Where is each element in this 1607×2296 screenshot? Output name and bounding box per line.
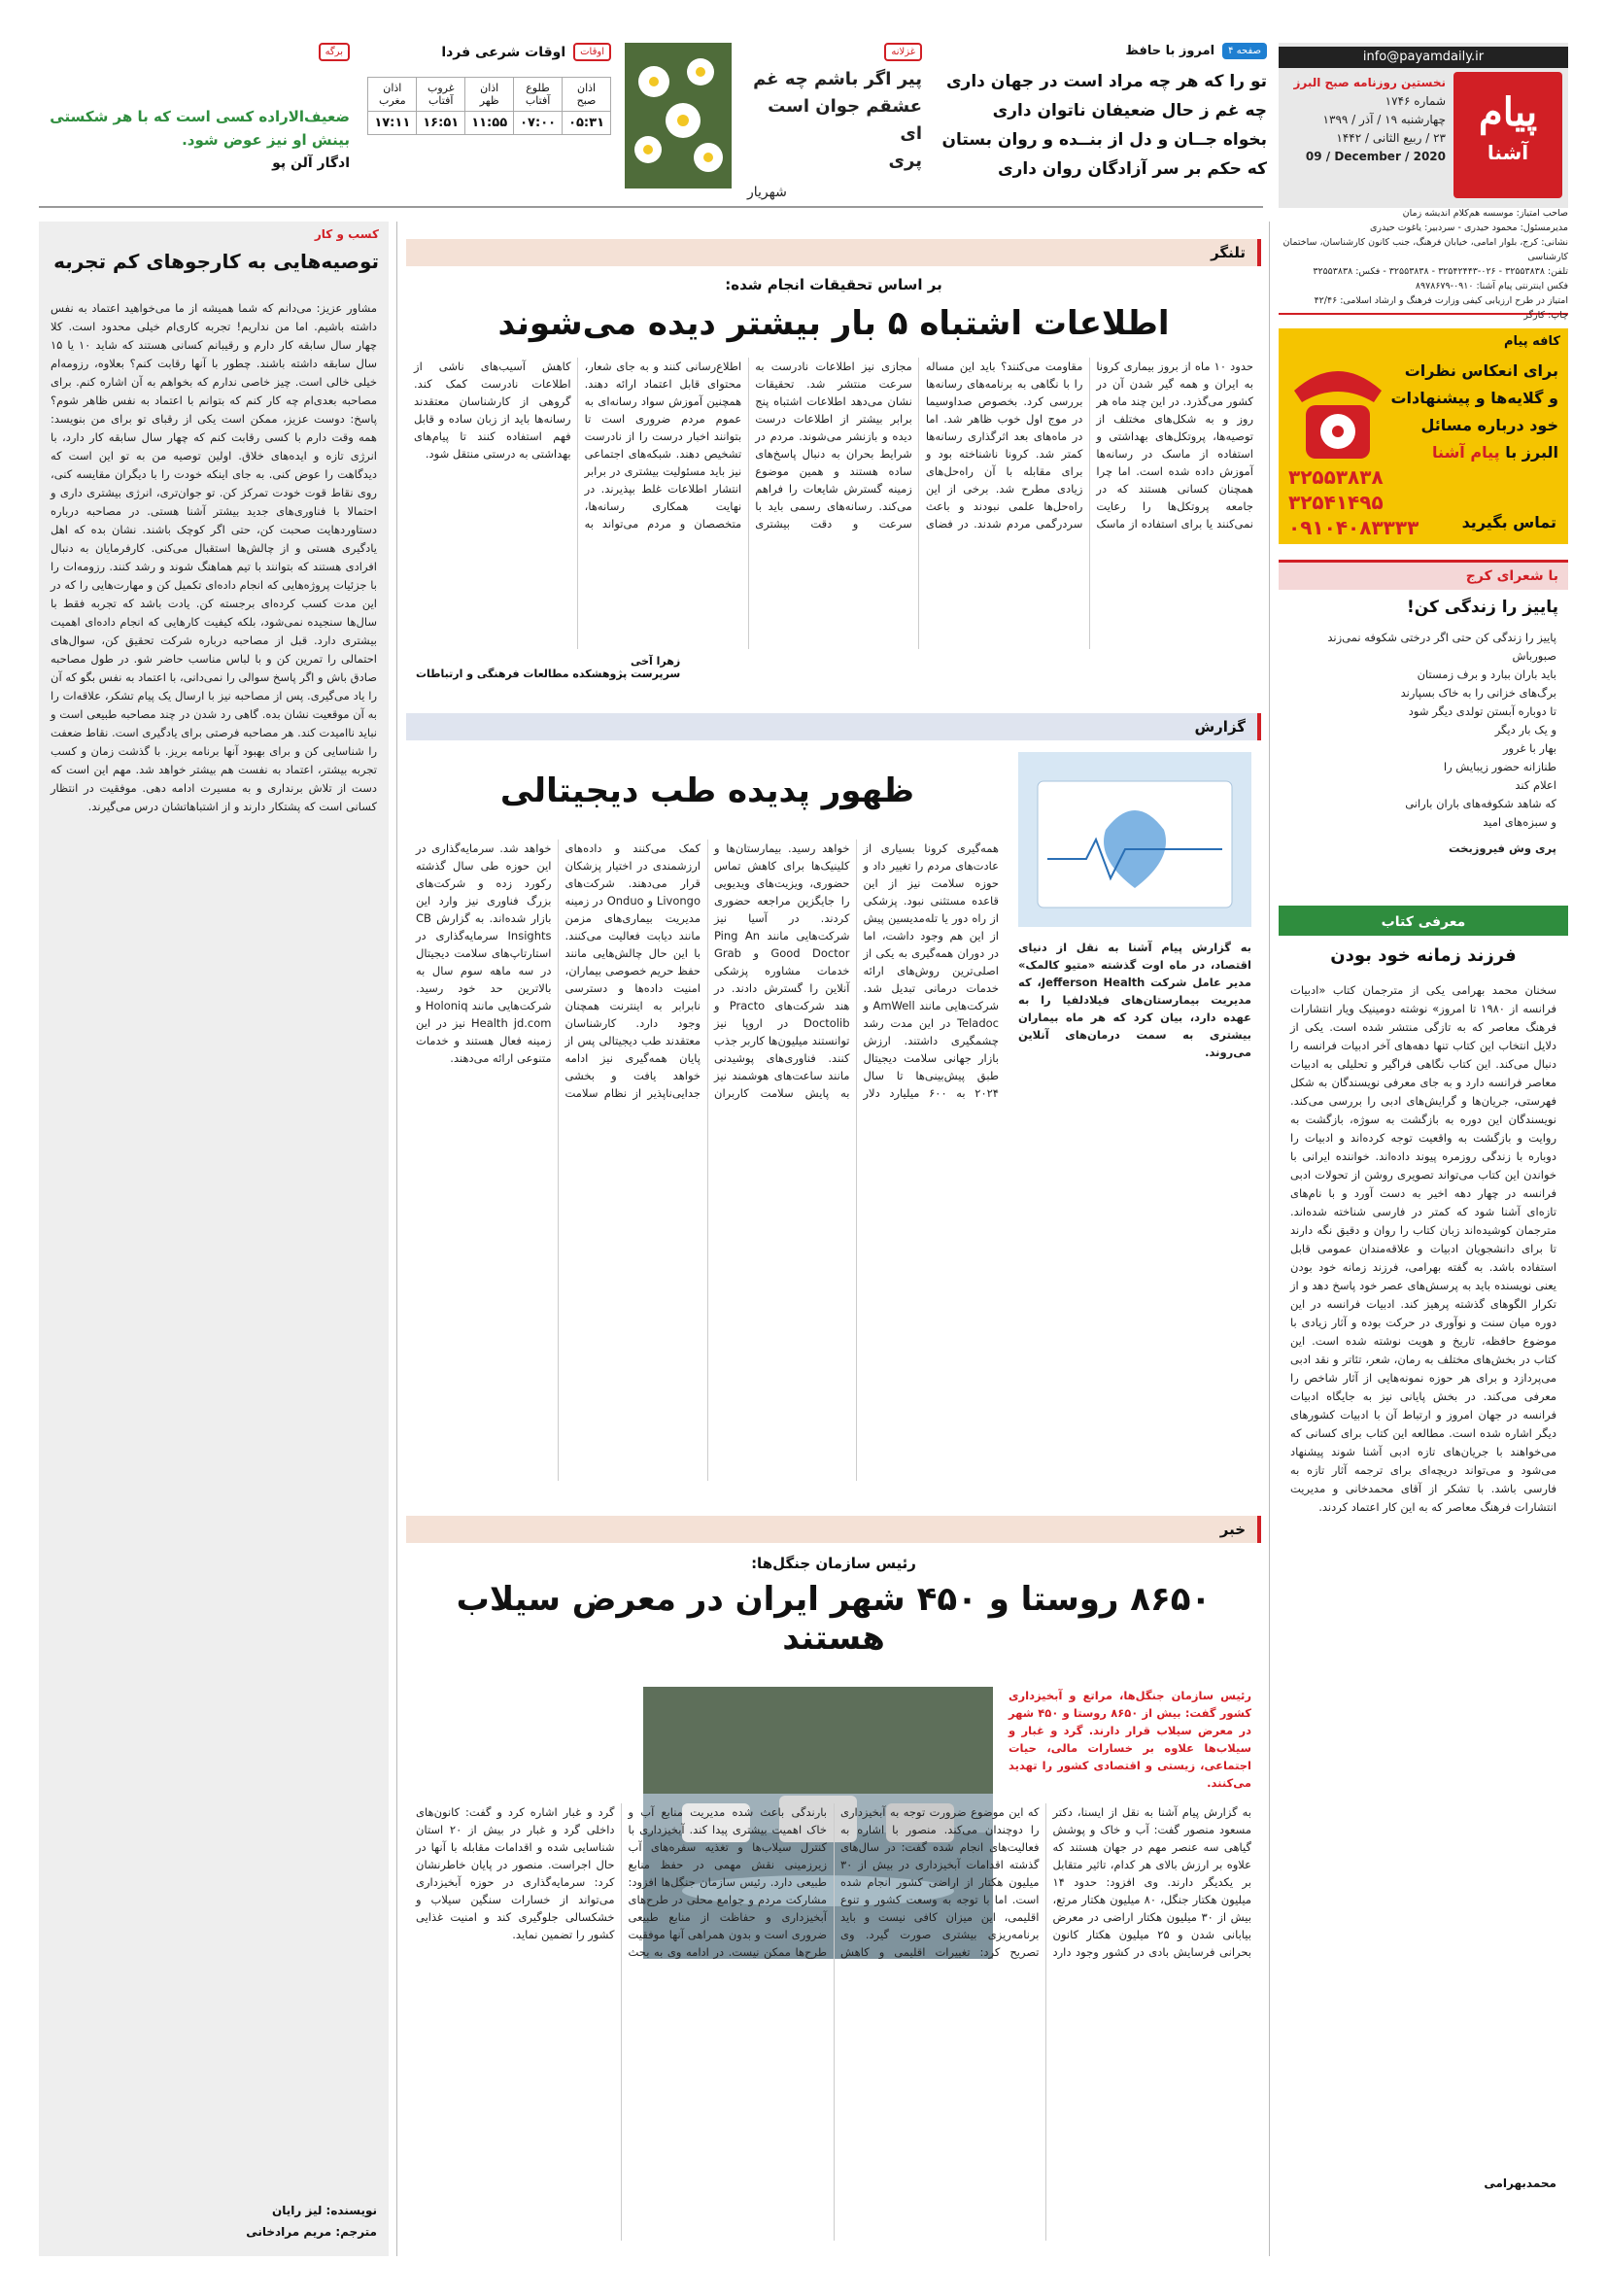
masthead-logo	[1453, 72, 1562, 198]
cafe-highlight-b: پیام آشنا	[1432, 443, 1500, 462]
article-1-kicker: بر اساس تحقیقات انجام شده:	[725, 276, 942, 293]
poets-label: با شعرای کرج	[1279, 563, 1568, 590]
phone-icon	[1284, 352, 1391, 468]
article-1-author: زهرا آخی	[631, 655, 681, 668]
article-1-headline: اطلاعات اشتباه ۵ بار بیشتر دیده می‌شوند	[497, 304, 1170, 343]
book-label: معرفی کتاب	[1279, 908, 1568, 936]
article-1-author-sub: سرپرست پژوهشکده مطالعات فرهنگی و ارتباطات	[416, 668, 681, 680]
issue-number: شماره ۱۷۴۶	[1385, 94, 1446, 108]
quote-author: ادگار آلن پو	[272, 155, 350, 171]
work-label: کسب و کار	[314, 227, 379, 241]
quote-box	[39, 43, 350, 198]
article-2-headline: ظهور پدیده طب دیجیتالی	[499, 771, 915, 810]
hafez-badge: صفحه ۴	[1222, 43, 1267, 59]
hafez-box	[937, 43, 1267, 198]
logo-main: پیام	[1478, 89, 1538, 135]
prayer-header-maghrib: اذان مغرب	[368, 78, 417, 112]
credit-2: مدیرمسئول: محمود حیدری - سردبیر: یاغوت حیدری	[1369, 223, 1568, 233]
date-fa: چهارشنبه ۱۹ / آذر / ۱۳۹۹	[1322, 113, 1446, 126]
article-2	[406, 713, 1261, 1498]
top-strip	[39, 43, 1568, 208]
prayer-title: اوقات شرعی فردا	[441, 44, 566, 60]
poets-line-1: پاییز را زندگی کن حتی اگر درختی شکوفه نمی‌زند	[1327, 631, 1556, 644]
prayer-table	[367, 77, 611, 135]
poets-line-4: برگ‌های خزانی را به خاک بسپارند	[1400, 686, 1556, 700]
cafe-phone-1[interactable]: ۳۲۵۵۳۸۳۸	[1288, 465, 1384, 489]
cafe-phone-3[interactable]: ۰۹۱۰۴۰۸۳۳۳۳	[1288, 516, 1419, 539]
article-2-lead: به گزارش پیام آشنا به نقل از دنیای اقتصاد، در ماه اوت گذشته «متیو کالمک» مدیر عامل شرکت Jefferson Health، که مدیریت بیمارستان‌های فیلادلفیا را به عهده دارد، بیان کرد که هر ماه بیماران بیشتری به سمت درمان‌های آنلاین می‌روند.	[1018, 941, 1251, 1059]
hafez-line-1: تو را که هر چه مراد است در جهان داری	[945, 72, 1267, 91]
hafez-line-2: چه غم ز حال ضعیفان ناتوان داری	[992, 101, 1267, 120]
poets-line-5: تا دوباره آبستن تولدی دیگر شود	[1408, 704, 1556, 718]
poets-line-8: طنازانه حضور زیبایش را	[1443, 760, 1556, 773]
article-2-bar	[406, 713, 1261, 740]
article-3-lead: رئیس سازمان جنگل‌ها، مراتع و آبخیزداری کشور گفت: بیش از ۸۶۵۰ روستا و ۴۵۰ شهر در معرض سیلاب قرار دارند. گرد و غبار و سیلاب‌ها علاوه بر خسارات مالی، حیات اجتماعی، زیستی و اقتصادی کشور را تهدید می‌کنند.	[1009, 1689, 1251, 1790]
hafez-label: امروز با حافظ	[1125, 44, 1215, 58]
hafez-line-4: که حکم بر سر آزادگان روان داری	[998, 159, 1267, 179]
cafe-line-1: برای انعکاس نظرات	[1404, 361, 1558, 380]
prayer-times-box	[363, 43, 611, 198]
top-divider	[39, 206, 1263, 208]
work-translator: مترجم: مریم مرادخانی	[246, 2225, 377, 2239]
article-2-label: گزارش	[1194, 718, 1246, 736]
cafe-phone-2[interactable]: ۳۲۵۴۱۴۹۵	[1288, 491, 1384, 514]
column-divider-right	[1269, 222, 1270, 2256]
credit-1: صاحب امتیاز: موسسه هم‌کلام اندیشه زمان	[1402, 208, 1568, 219]
cafe-cta: تماس بگیرید	[1461, 513, 1556, 531]
book-box	[1279, 906, 1568, 2256]
book-body: سخنان محمد بهرامی یکی از مترجمان کتاب «ادبیات فرانسه از ۱۹۸۰ تا امروز» نوشته دومینیک ویار انتشارات فرهنگ معاصر که به تازگی منتشر شده است. یکی از دلایل انتخاب این کتاب تنها دهه‌های آخر ادبیات فرانسه را دنبال می‌کند. این کتاب نگاهی فراگیر و تحلیلی به ادبیات معاصر فرانسه دارد و به جای معرفی نویسندگان به شکل فهرستی، جریان‌ها و گرایش‌های ادبی را بررسی می‌کند. نویسندگان این دوره به بازگشت به سوژه، بازگشت به روایت و بازگشت به واقعیت توجه کرده‌اند و ادبیات را دوباره با زندگی روزمره پیوند داده‌اند. خواننده ایرانی با خواندن این کتاب می‌تواند تصویری روشن از تحولات ادبی فرانسه در چهار دهه اخیر به دست آورد و با نام‌های تازه‌ای آشنا شود که کمتر در فارسی شناخته شده‌اند. مترجمان کوشیده‌اند زبان کتاب را روان و دقیق نگه دارند تا برای دانشجویان ادبیات و علاقه‌مندان عمومی قابل استفاده باشد. به گفته بهرامی، فرزند زمانه خود بودن یعنی نویسنده باید به پرسش‌های عصر خود پاسخ دهد و از تکرار الگوهای گذشته پرهیز کند. ادبیات فرانسه در این دوره میان سنت و نوآوری در حرکت بوده و آثار زیادی با موضوع حافظه، تاریخ و هویت نوشته شده است. این کتاب در بخش‌های مختلف به رمان، شعر، تئاتر و نقد ادبی می‌پردازد و برای هر حوزه نمونه‌هایی از آثار شاخص را معرفی می‌کند. در بخش پایانی نیز به جایگاه ادبیات فرانسه در جهان امروز و ارتباط آن با ادبیات کشورهای دیگر اشاره شده است. مطالعه این کتاب برای کسانی که می‌خواهند با جریان‌های تازه ادبی آشنا شوند پیشنهاد می‌شود و می‌تواند دریچه‌ای برای ترجمه آثار تازه به فارسی باشد. با تشکر از آقای محمدخانی و مدیریت انتشارات فرهنگ معاصر که به این کار اعتماد کردند.	[1290, 983, 1556, 1514]
cafe-box	[1279, 328, 1568, 544]
prayer-header-dhuhr: اذان ظهر	[465, 78, 514, 112]
article-3	[406, 1516, 1261, 2256]
credit-4: تلفن: ۳۲۵۵۳۸۳۸ - ۰۲۶-۳۲۵۴۲۴۴۳ - ۳۲۵۵۳۸۳۸ - فکس: ۳۲۵۵۳۸۳۸	[1313, 266, 1568, 277]
article-2-image	[1018, 752, 1251, 927]
masthead	[1279, 43, 1568, 208]
masthead-tagline: نخستین روزنامه صبح البرز	[1293, 76, 1446, 89]
cafe-label: کافه پیام	[1504, 334, 1560, 349]
quote-badge: برگه	[319, 43, 350, 61]
prayer-header-fajr: اذان صبح	[563, 78, 611, 112]
poets-line-7: بهار با غرور	[1502, 741, 1556, 755]
masthead-email[interactable]: info@payamdaily.ir	[1279, 47, 1568, 68]
cafe-line-3: خود درباره مسائل	[1420, 416, 1558, 434]
article-3-body: به گزارش پیام آشنا به نقل از ایسنا، دکتر مسعود منصور گفت: آب و خاک و پوشش گیاهی سه عنصر مهم در جهان هستند که علاوه بر ارزش بالای هر کدام، تاثیر متقابل بر یکدیگر دارند. وی افزود: حدود ۱۴ میلیون هکتار جنگل، ۸۰ میلیون هکتار مرتع، بیش از ۳۰ میلیون هکتار اراضی در معرض بیابانی شدن و ۲۵ میلیون هکتار کانون بحرانی فرسایش بادی در کشور وجود دارد که این موضوع ضرورت توجه به آبخیزداری را دوچندان می‌کند. منصور با اشاره به فعالیت‌های انجام شده گفت: در سال‌های گذشته اقدامات آبخیزداری در بیش از ۳۰ میلیون هکتار از اراضی کشور انجام شده است. اما با توجه به وسعت کشور و تنوع اقلیمی، این میزان کافی نیست و باید برنامه‌ریزی بیشتری صورت گیرد. وی تصریح کرد: تغییرات اقلیمی و کاهش بارندگی باعث شده مدیریت منابع آب و خاک اهمیت بیشتری پیدا کند. آبخیزداری با کنترل سیلاب‌ها و تغذیه سفره‌های آب زیرزمینی نقش مهمی در حفظ منابع طبیعی دارد. رئیس سازمان جنگل‌ها افزود: مشارکت مردم و جوامع محلی در طرح‌های آبخیزداری و حفاظت از منابع طبیعی ضروری است و بدون همراهی آنها موفقیت طرح‌ها ممکن نیست. در ادامه وی به بحث گرد و غبار اشاره کرد و گفت: کانون‌های داخلی گرد و غبار در بیش از ۲۰ استان شناسایی شده و اقدامات مقابله با آنها در حال اجراست. منصور در پایان خاطرنشان کرد: سرمایه‌گذاری در حوزه آبخیزداری می‌تواند از خسارات سنگین سیلاب و خشکسالی جلوگیری کند و امنیت غذایی کشور را تضمین نماید.	[416, 1805, 1251, 1959]
quote-text: ضعیف‌الاراده کسی است که با هر شکستی بینش او نیز عوض شود.	[50, 108, 350, 149]
work-body: مشاور عزیز: می‌دانم که شما همیشه از ما می‌خواهید اعتماد به نفس داشته باشیم. اما من نداریم! تجربه کاری‌ام خیلی محدود است. کلا چهار سال سابقه کار دارم و رقیبانم کسانی هستند که شاید ۱۰ یا ۱۵ سال سابقه داشته باشند. چطور با آنها رقابت کنم؟ بعلاوه، رزومه‌ام خیلی خالی است. چیز خاصی ندارم که بخواهم به آن اشاره کنم. برای مصاحبه بعدی‌ام چه کار کنم که بتوانم با اعتماد به نفس ظاهر شوم؟ پاسخ: دوست عزیز، ممکن است یکی از رقبای تو برای من بنویسد: همه وقت دارم با کسی رقابت کنم که چهار سال سابقه کار دارد، با انرژی تازه و ایده‌های خلاق. اولین توصیه من به تو این است که دیدگاهت را عوض کنی. به جای اینکه خودت را با دیگران مقایسه کنی، روی نقاط قوت خودت تمرکز کن. تو جوان‌تری، انرژی بیشتری داری و احتمالا با فناوری‌های جدید بیشتر آشنا هستی. در مصاحبه درباره دستاوردهایت صحبت کن، حتی اگر کوچک باشند. نشان بده که اهل یادگیری هستی و از چالش‌ها استقبال می‌کنی. کارفرمایان به دنبال افرادی هستند که بتوانند با تیم هماهنگ شوند و رشد کنند. رزومه‌ات را با جزئیات پروژه‌هایی که انجام داده‌ای تکمیل کن و مهارت‌هایی را که در این مدت کسب کرده‌ای برجسته کن. یادت باشد که تجربه فقط با سال‌ها سنجیده نمی‌شود، بلکه کیفیت کارهایی که انجام داده‌ای اهمیت بیشتری دارد. قبل از مصاحبه درباره شرکت تحقیق کن، سوال‌های احتمالی را تمرین کن و با لباس مناسب حاضر شو. در طول مصاحبه صادق باش و اگر پاسخ سوالی را نمی‌دانی، با اعتماد به نفس بگو که آن را یاد می‌گیری. پس از مصاحبه نیز با ارسال یک پیام تشکر، علاقه‌ات را به آن موقعیت نشان بده. گاهی رد شدن در چند مصاحبه طبیعی است و نباید ناامیدت کند. هر مصاحبه فرصتی برای یادگیری است. نقاط ضعفت را شناسایی کن و برای بهبود آنها برنامه بریز. با گذشت زمان و کسب تجربه بیشتر، اعتماد به نفست هم بیشتر خواهد شد. مهم این است که دست از تلاش برنداری و به مسیرت ادامه دهی. موفقیت در انتظار کسانی است که پشتکار دارند و از اشتباهاتشان درس می‌گیرند.	[51, 301, 378, 813]
credit-6: امتیاز در طرح ارزیابی کیفی وزارت فرهنگ و ارشاد اسلامی: ۴۲/۴۶	[1314, 295, 1568, 306]
cafe-highlight-a: البرز با	[1505, 443, 1558, 462]
date-en: 09 / December / 2020	[1305, 150, 1446, 163]
article-3-label: خبر	[1219, 1521, 1246, 1538]
masthead-credits	[1279, 206, 1568, 321]
credit-3: نشانی: کرج، بلوار امامی، خیابان فرهنگ، جنب کانون کارشناسان، ساختمان کارشناسی	[1282, 237, 1568, 262]
article-1-label: تلنگر	[1211, 244, 1246, 261]
poem-line-1: پیر اگر باشم چه غم	[753, 69, 922, 89]
cafe-line-2: و گلایه‌ها و پیشنهادات	[1390, 389, 1558, 407]
article-1	[406, 239, 1261, 686]
poem-badge: غزلانه	[884, 43, 922, 61]
date-hijri: ۲۳ / ربیع الثانی / ۱۴۴۲	[1336, 131, 1446, 145]
credit-7: چاپ: کارگر	[1523, 310, 1568, 321]
book-author: محمدبهرامی	[1484, 2176, 1556, 2190]
poem-line-3: پری	[888, 151, 922, 171]
work-author: نویسنده: لیز رایان	[272, 2204, 377, 2217]
article-2-body-cont	[1018, 1044, 1251, 1481]
article-3-kicker: رئیس سازمان جنگل‌ها:	[751, 1555, 916, 1572]
poem-author: شهریار	[747, 185, 787, 200]
column-divider-left	[396, 222, 397, 2256]
book-title: فرزند زمانه خود بودن	[1330, 945, 1517, 966]
hafez-line-3: بخواه جــان و دل از بنــده و روان بستان	[941, 130, 1267, 150]
article-3-headline: ۸۶۵۰ روستا و ۴۵۰ شهر ایران در معرض سیلاب هستند	[456, 1580, 1212, 1658]
article-1-body: حدود ۱۰ ماه از بروز بیماری کرونا به ایران و همه گیر شدن آن در کشور می‌گذرد. در این چند ماه هر روز و به شکل‌های مختلف از توصیه‌ها، پروتکل‌های بهداشتی و استفاده از ماسک در رسانه‌ها آموزش داده شده است. اما چرا همچنان کسانی هستند که در جامعه پروتکل‌ها را رعایت نمی‌کنند یا برای استفاده از ماسک مقاومت می‌کنند؟ باید این مساله را با نگاهی به برنامه‌های رسانه‌ها بررسی کرد. بخصوص صداوسیما در موج اول خوب ظاهر شد. اما در ماه‌های بعد اثرگذاری رسانه‌ها کمتر شد. کرونا ناشناخته بود و برای مقابله با آن راه‌حل‌های زیادی مطرح شد. برخی از این راه‌حل‌ها علمی نبودند و باعث سردرگمی مردم شدند. در فضای مجازی نیز اطلاعات نادرست به سرعت منتشر شد. تحقیقات نشان می‌دهد اطلاعات اشتباه پنج برابر بیشتر از اطلاعات درست دیده و بازنشر می‌شوند. مردم در شرایط بحران به دنبال پاسخ‌های ساده هستند و همین موضوع زمینه گسترش شایعات را فراهم می‌کند. رسانه‌های رسمی باید با سرعت و دقت بیشتری اطلاع‌رسانی کنند و به جای شعار، محتوای قابل اعتماد ارائه دهند. همچنین آموزش سواد رسانه‌ای به عموم مردم ضروری است تا بتوانند اخبار درست را از نادرست تشخیص دهند. شبکه‌های اجتماعی نیز باید مسئولیت بیشتری در برابر انتشار اطلاعات غلط بپذیرند. در نهایت همکاری رسانه‌ها، متخصصان و مردم می‌تواند به کاهش آسیب‌های ناشی از اطلاعات نادرست کمک کند. گروهی از کارشناسان معتقدند رسانه‌ها باید از زبان ساده و قابل فهم استفاده کنند تا پیام‌های بهداشتی به درستی منتقل شود.	[414, 360, 1253, 531]
article-3-bar	[406, 1516, 1261, 1543]
poets-line-6: و یک بار دیگر	[1494, 723, 1556, 737]
article-1-bar	[406, 239, 1261, 266]
poets-author: پری وش فیروزبخت	[1449, 841, 1556, 855]
poets-title: پاییز را زندگی کن!	[1406, 598, 1558, 617]
poets-line-11: و سبزه‌های امید	[1483, 815, 1556, 829]
prayer-value-sunrise: ۰۷:۰۰	[514, 112, 563, 135]
prayer-value-maghrib: ۱۷:۱۱	[368, 112, 417, 135]
prayer-value-dhuhr: ۱۱:۵۵	[465, 112, 514, 135]
prayer-value-sunset: ۱۶:۵۱	[417, 112, 465, 135]
prayer-value-fajr: ۰۵:۳۱	[563, 112, 611, 135]
logo-sub: آشنا	[1487, 141, 1529, 164]
poets-line-3: باید باران ببارد و برف زمستان	[1417, 668, 1556, 681]
work-title: توصیه‌هایی به کارجوهای کم تجربه	[53, 250, 379, 273]
article-2-body: همه‌گیری کرونا بسیاری از عادت‌های مردم را تغییر داد و حوزه سلامت نیز از این قاعده مستثنی نبود. پزشکی از راه دور یا تله‌مدیسین پیش از این هم وجود داشت، اما در دوران همه‌گیری به یکی از اصلی‌ترین روش‌های ارائه خدمات درمانی تبدیل شد. شرکت‌هایی مانند AmWell و Teladoc در این مدت رشد چشمگیری داشتند. ارزش بازار جهانی سلامت دیجیتال طبق پیش‌بینی‌ها تا سال ۲۰۲۴ به ۶۰۰ میلیارد دلار خواهد رسید. بیمارستان‌ها و کلینیک‌ها برای کاهش تماس حضوری، ویزیت‌های ویدیویی را جایگزین مراجعه حضوری کردند. در آسیا نیز شرکت‌هایی مانند Ping An Good Doctor و Grab خدمات مشاوره پزشکی آنلاین را گسترش دادند. در هند شرکت‌های Practo و Doctolib در اروپا نیز توانستند میلیون‌ها کاربر جذب کنند. فناوری‌های پوشیدنی مانند ساعت‌های هوشمند نیز به پایش سلامت کاربران کمک می‌کنند و داده‌های ارزشمندی در اختیار پزشکان قرار می‌دهند. شرکت‌های Livongo و Onduo در زمینه مدیریت بیماری‌های مزمن مانند دیابت فعالیت می‌کنند. با این حال چالش‌هایی مانند حفظ حریم خصوصی بیماران، امنیت داده‌ها و دسترسی نابرابر به اینترنت همچنان وجود دارد. کارشناسان معتقدند طب دیجیتالی پس از پایان همه‌گیری نیز ادامه خواهد یافت و بخشی جدایی‌ناپذیر از نظام سلامت خواهد شد. سرمایه‌گذاری در این حوزه طی سال گذشته رکورد زده و شرکت‌های بزرگ فناوری نیز وارد این بازار شده‌اند. به گزارش CB Insights سرمایه‌گذاری در استارتاپ‌های سلامت دیجیتال در سه ماهه سوم سال به بالاترین حد خود رسید. شرکت‌هایی مانند Holoniq و Health jd.com نیز در این زمینه فعال هستند و خدمات متنوعی ارائه می‌دهند.	[416, 841, 999, 1100]
credit-5: فکس اینترنتی پیام آشنا: ۰۹۱۰-۸۹۷۸۶۷۹	[1415, 281, 1568, 291]
poets-box	[1279, 560, 1568, 890]
work-box	[39, 222, 389, 2256]
poets-line-9: اعلام کند	[1515, 778, 1556, 792]
poem-box	[625, 43, 922, 198]
prayer-header-sunrise: طلوع آفتاب	[514, 78, 563, 112]
poets-line-10: که شاهد شکوفه‌های باران بارانی	[1405, 797, 1556, 810]
prayer-header-sunset: غروب آفتاب	[417, 78, 465, 112]
poem-line-2: عشقم جوان است ای	[768, 96, 922, 144]
poets-line-2: صبورباش	[1512, 649, 1556, 663]
daisy-image	[625, 43, 732, 188]
prayer-badge: اوقات	[573, 43, 611, 61]
